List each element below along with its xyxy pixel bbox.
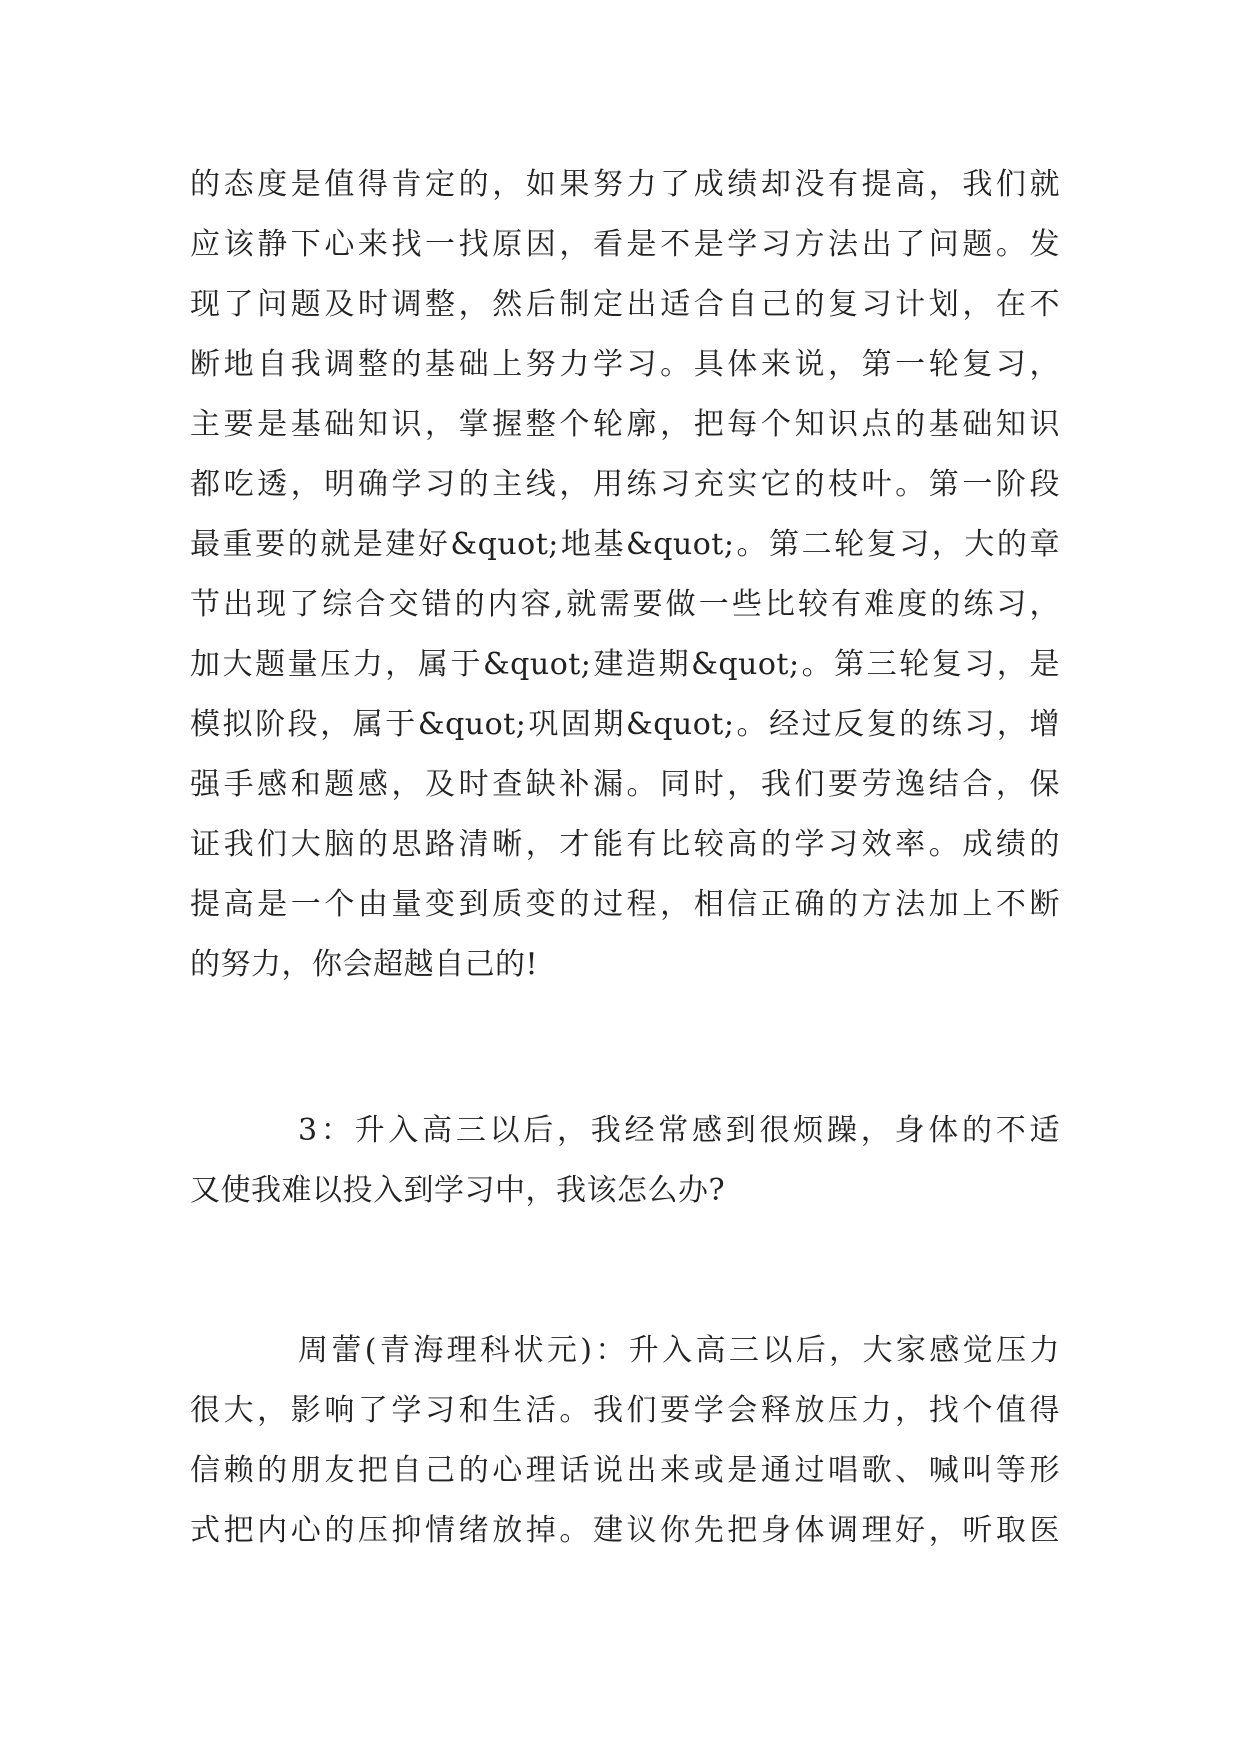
paragraph-study-method-advice [190, 155, 1060, 995]
text-line: 加大题量压力，属于&quot;建造期&quot;。第三轮复习，是 [190, 647, 1060, 682]
text-line: 应该静下心来找一找原因，看是不是学习方法出了问题。发 [190, 227, 1060, 262]
text-line: 现了问题及时调整，然后制定出适合自己的复习计划，在不 [190, 287, 1060, 322]
text-line: 都吃透，明确学习的主线，用练习充实它的枝叶。第一阶段 [190, 467, 1060, 502]
text-line: 的努力，你会超越自己的! [190, 947, 539, 982]
text-line: 最重要的就是建好&quot;地基&quot;。第二轮复习，大的章 [190, 527, 1060, 562]
text-line: 周蕾(青海理科状元)：升入高三以后，大家感觉压力 [298, 1333, 1060, 1368]
text-line: 主要是基础知识，掌握整个轮廓，把每个知识点的基础知识 [190, 407, 1060, 442]
text-line: 模拟阶段，属于&quot;巩固期&quot;。经过反复的练习，增 [190, 707, 1060, 742]
text-line: 断地自我调整的基础上努力学习。具体来说，第一轮复习， [190, 347, 1060, 382]
text-line: 的态度是值得肯定的，如果努力了成绩却没有提高，我们就 [190, 167, 1060, 202]
text-line: 式把内心的压抑情绪放掉。建议你先把身体调理好，听取医 [190, 1513, 1060, 1548]
text-line: 提高是一个由量变到质变的过程，相信正确的方法加上不断 [190, 887, 1060, 922]
text-line: 强手感和题感，及时查缺补漏。同时，我们要劳逸结合，保 [190, 767, 1060, 802]
paragraph-answer-zhou-lei [190, 1321, 1060, 1561]
text-line: 节出现了综合交错的内容,就需要做一些比较有难度的练习， [190, 587, 1060, 622]
text-line: 3：升入高三以后，我经常感到很烦躁，身体的不适 [298, 1113, 1060, 1148]
text-line: 证我们大脑的思路清晰，才能有比较高的学习效率。成绩的 [190, 827, 1060, 862]
paragraph-question-3 [190, 1101, 1060, 1221]
text-line: 信赖的朋友把自己的心理话说出来或是通过唱歌、喊叫等形 [190, 1453, 1060, 1488]
text-line: 又使我难以投入到学习中，我该怎么办? [190, 1173, 726, 1208]
text-line: 很大，影响了学习和生活。我们要学会释放压力，找个值得 [190, 1393, 1060, 1428]
